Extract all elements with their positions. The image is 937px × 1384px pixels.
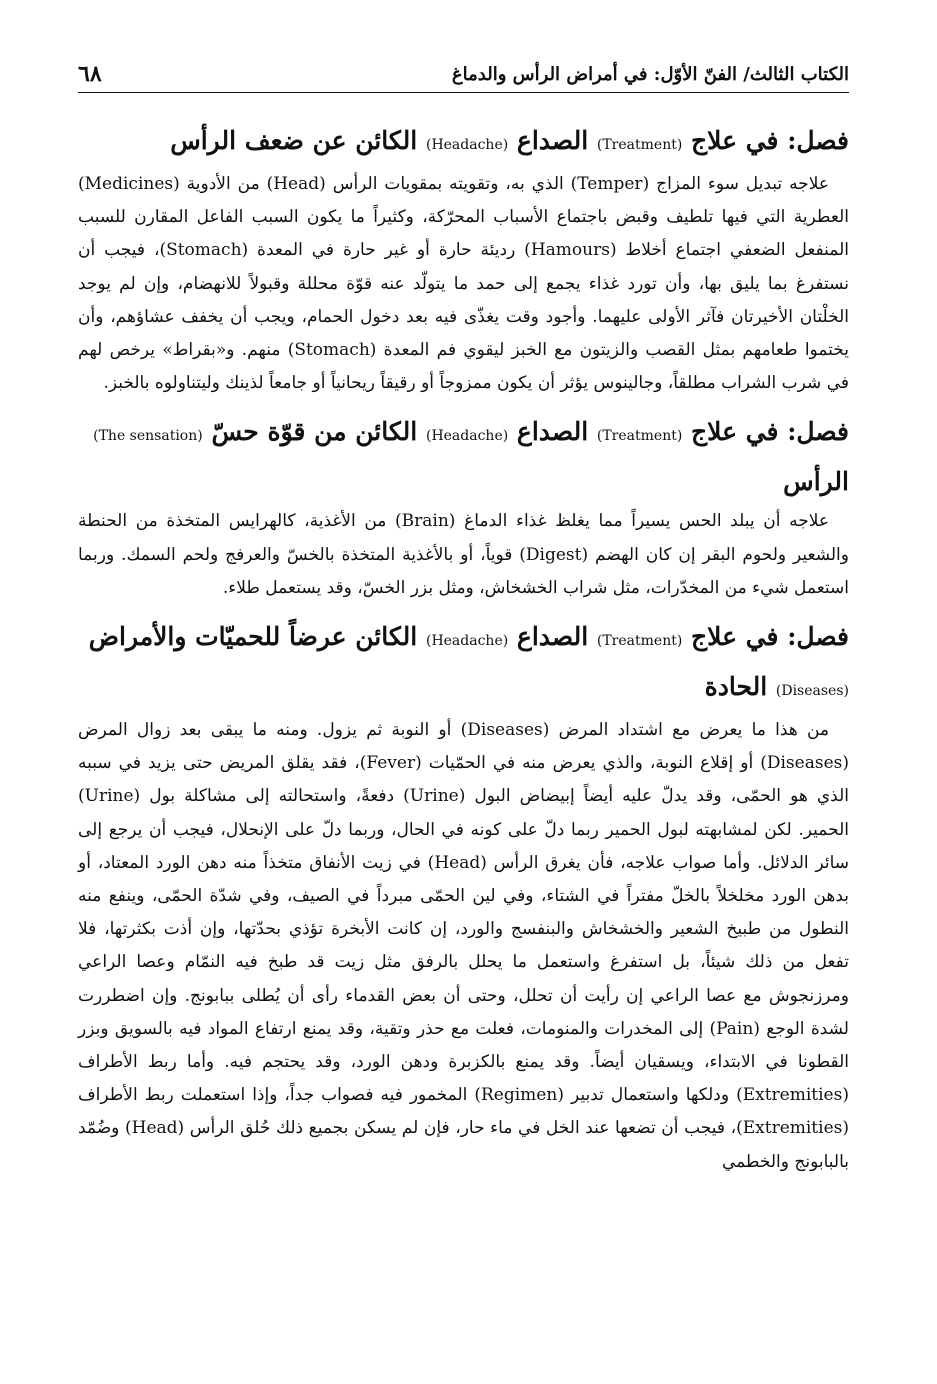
title-part: الحادة [704,672,768,702]
title-english: (Treatment) [596,137,683,153]
section-text-strong-sensation: علاجه أن يبلد الحس يسيراً مما يغلظ غذاء الدماغ (Brain) من الأغذية، كالهرايس المتخذة من الحنطة والشعير ولحوم البقر إن كان الهضم (Digest) قوياً، أو بالأغذية المتخذة بالخسّ والعرفج ولحم السمك. وربما استعمل شيء من المخدّرات، مثل شراب الخشخاش، ومثل بزر الخسّ، وقد يستعمل طلاء. [78,511,849,598]
title-english: (Diseases) [775,683,849,700]
title-english: (The sensation) [93,428,203,445]
section-title-strong-sensation [78,409,849,505]
title-part: الكائن من قوّة حسّ [211,417,418,447]
title-part: الكائن عن ضعف الرأس [170,126,418,155]
title-part: الصداع [516,622,589,652]
page-number: ٦٨ [78,61,102,87]
section-title-fevers [78,614,849,714]
title-part: فصل: في علاج [691,417,849,447]
title-part: فصل: في علاج [691,126,849,155]
running-title: الكتاب الثالث/ الفنّ الأوّل: في أمراض الرأس والدماغ [451,63,849,85]
section-text-weak-head: علاجه تبديل سوء المزاج (Temper) الذي به، وتقويته بمقويات الرأس (Head) من الأدوية (Medicines) العطرية التي فيها تلطيف وقبض باجتماع الأسباب المحرّكة، وكثيراً ما يكون السبب الفاعل المقارن للسبب المنفعل الضعفي اجتماع أخلاط (Hamours) رديئة حارة أو غير حارة في المعدة (Stomach)، فيجب أن نستفرغ بما يليق بها، وأن تورد غذاء يجمع إلى حمد ما يتولّد عنه قوّة محللة وقبولاً للانهضام، وإن لم يوجد الخلْتان الأخيرتان فآثر الأولى عليهما. وأجود وقت يغذّى فيه بعد دخول الحمام، ويجب أن يخفف عشاؤهم، وأن يختموا طعامهم بمثل القصب والزيتون مع الخبز ليقوي فم المعدة (Stomach) منهم. و«بقراط» يرخص لهم في شرب الشراب مطلقاً، وجالينوس يؤثر أن يكون ممزوجاً أو رقيقاً ريحانياً أو جامعاً لذينك وليتناولوه بالخبز. [78,174,849,394]
page-body [78,118,849,1188]
title-part: الكائن عرضاً للحميّات والأمراض [88,622,418,652]
section-title-weak-head [78,118,849,168]
title-part: فصل: في علاج [691,622,849,652]
title-english: (Headache) [425,428,509,445]
title-english: (Headache) [425,633,509,650]
title-part: الرأس [783,467,849,497]
section-text-fevers: من هذا ما يعرض مع اشتداد المرض (Diseases) أو النوبة ثم يزول. ومنه ما يبقى بعد زوال المرض (Diseases) أو إقلاع النوبة، والذي يعرض منه في الحمّيات (Fever)، فقد يقلق المريض حتى يزيد في سببه الذي هو الحمّى، وقد يدلّ عليه أيضاً إبيضاض البول (Urine) دفعةً، واستحالته إلى مشاكلة بول (Urine) الحمير. لكن لمشابهته لبول الحمير ربما دلّ على كونه في الحال، وربما دلّ على الإنحلال، فيجب أن يرجع إلى سائر الدلائل. وأما صواب علاجه، فأن يغرق الرأس (Head) في زيت الأنفاق متخذاً منه دهن الورد المعتاد، أو بدهن الورد مخلخلاً بالخلّ مفتراً في الشتاء، وفي لين الحمّى مبرداً في الصيف، وفي شدّة الحمّى، وينفع منه النطول من طبيخ الشعير والخشخاش والبنفسج والورد، إن كانت الأبخرة تؤذي بحدّتها، وإن أذت بكثرتها، فلا تفعل من ذلك شيئاً، بل استفرغ واستعمل ما يحلل بالرفق مثل زيت قد طبخ فيه النمّام وعصا الراعي ومرزنجوش مع عصا الراعي إن رأيت أن تحلل، وحتى أن بعض القدماء رأى أن يُطلى ببابونج. وإن اضطررت لشدة الوجع (Pain) إلى المخدرات والمنومات، فعلت مع حذر وتقية، وقد يمنع ارتفاع المواد فيه بالسويق وبزر القطونا في الابتداء، ويسقيان أيضاً. وقد يمنع بالكزبرة ودهن الورد، وقد يحتجم فيه. وأما ربط الأطراف (Extremities) ودلكها واستعمال تدبير (Regimen) المخمور فيه فصواب جداً، وإذا استعملت ربط الأطراف (Extremities)، فيجب أن تضعها عند الخل في ماء حار، فإن لم يسكن بجميع ذلك حُلق الرأس (Head) وضُمّد بالبابونج والخطمي [78,720,850,1172]
title-english: (Headache) [425,137,509,153]
title-english: (Treatment) [596,428,683,445]
title-english: (Treatment) [596,633,683,650]
page-header [78,56,849,93]
title-part: الصداع [516,126,589,155]
title-part: الصداع [516,417,589,447]
